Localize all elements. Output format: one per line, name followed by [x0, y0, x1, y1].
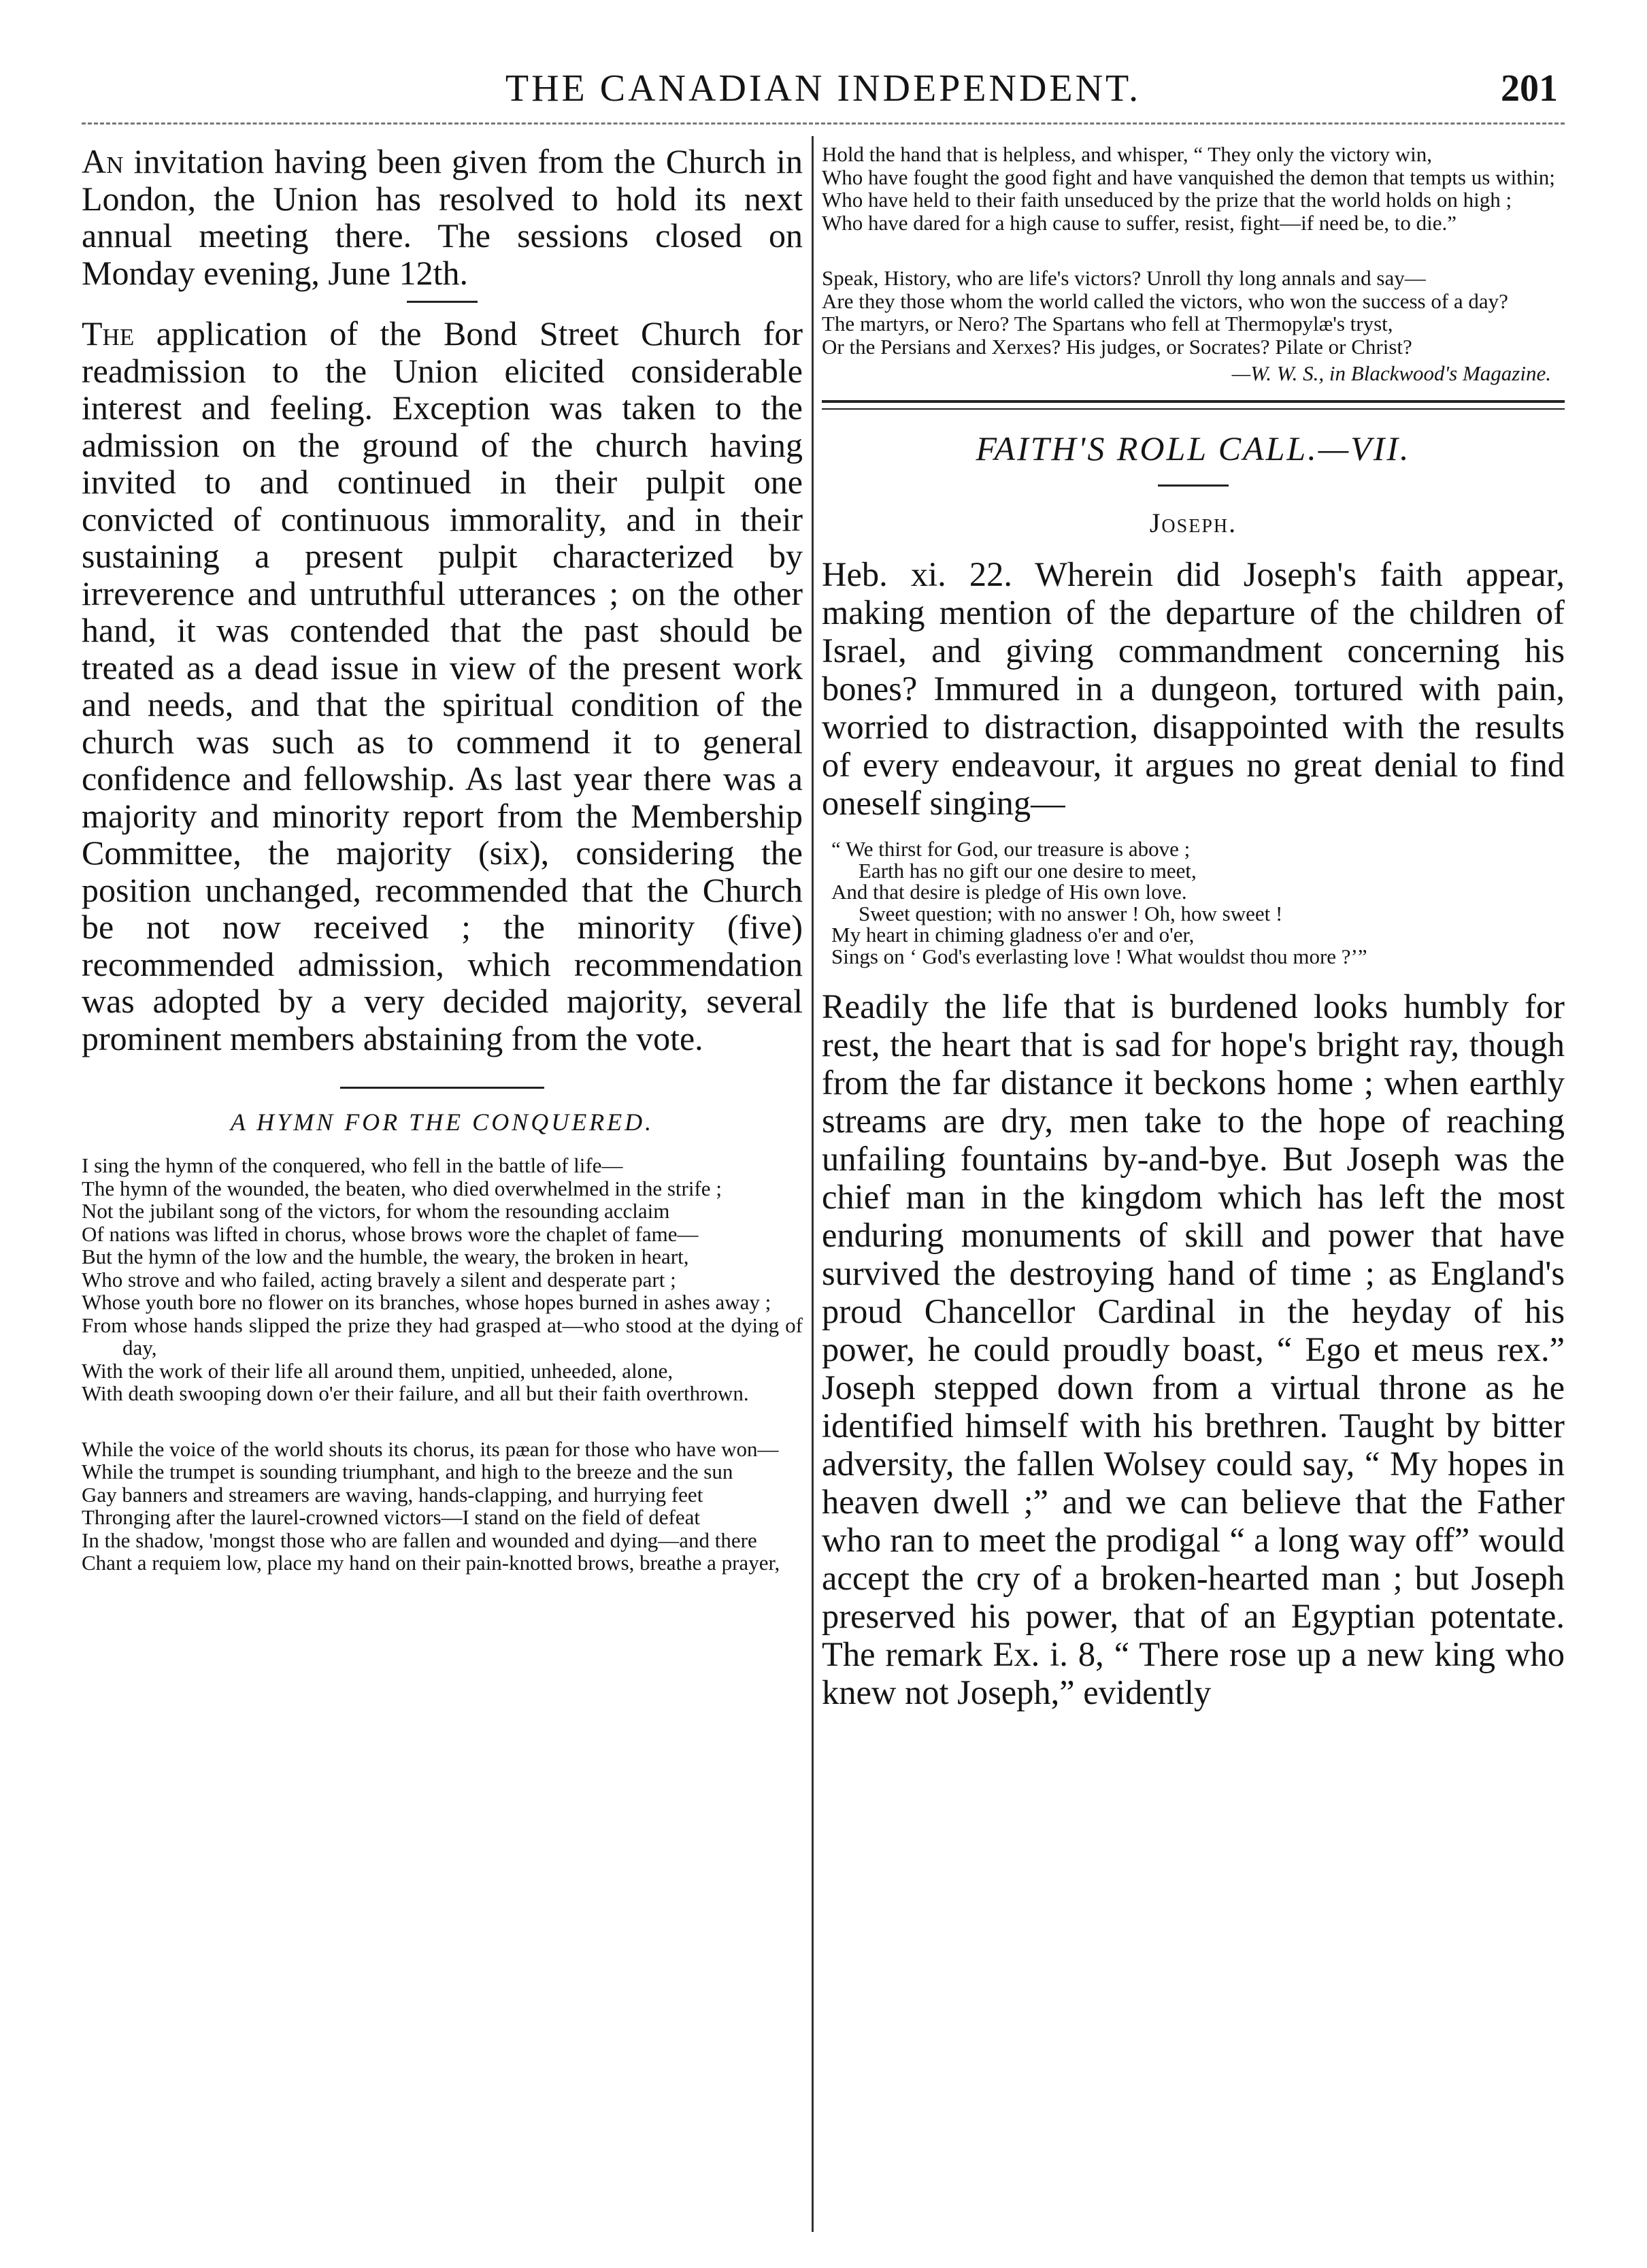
page-number: 201: [1501, 67, 1558, 110]
verse-line: While the voice of the world shouts its chorus, its pæan for those who have won—: [82, 1436, 779, 1461]
verse-line: Thronging after the laurel-crowned victors—I stand on the field of defeat: [82, 1505, 700, 1529]
verse-line: Who have held to their faith unseduced by the prize that the world holds on high ;: [822, 188, 1512, 212]
verse-line: Hold the hand that is helpless, and whisper, “ They only the victory win,: [822, 142, 1433, 166]
hymn-line: Sings on ‘ God's everlasting love ! What wouldst thou more ?’”: [831, 944, 1367, 968]
poem-stanza: [822, 143, 1565, 234]
verse-line: Who have fought the good fight and have vanquished the demon that tempts us within;: [822, 165, 1555, 189]
bond-street-paragraph: [82, 315, 803, 1057]
verse-line: Chant a requiem low, place my hand on their pain-knotted brows, breathe a prayer,: [82, 1551, 780, 1575]
stanza-gap: [82, 1405, 803, 1438]
verse-line: Gay banners and streamers are waving, hands-clapping, and hurrying feet: [82, 1482, 703, 1507]
verse-line: Or the Persians and Xerxes? His judges, or Socrates? Pilate or Christ?: [822, 334, 1412, 359]
hymn-line: Sweet question; with no answer ! Oh, how sweet !: [859, 901, 1283, 925]
verse-line: Are they those whom the world called the victors, who won the success of a day?: [822, 289, 1508, 313]
poem-attribution: —W. W. S., in Blackwood's Magazine.: [1231, 361, 1551, 385]
union-meeting-paragraph: [82, 143, 803, 291]
paragraph-lead: The: [82, 314, 135, 352]
verse-line: While the trumpet is sounding triumphant, and high to the breeze and the sun: [82, 1460, 733, 1483]
verse-line: Who have dared for a high cause to suffer, resist, fight—if need be, to die.”: [822, 210, 1457, 235]
running-header: [82, 61, 1565, 125]
verse-line: With the work of their life all around them, unpitied, unheeded, alone,: [82, 1358, 673, 1383]
verse-line: Who strove and who failed, acting bravely a silent and desperate part ;: [82, 1267, 676, 1292]
section-divider: [1158, 484, 1229, 487]
verse-line: The hymn of the wounded, the beaten, who died overwhelmed in the strife ;: [82, 1176, 722, 1200]
poem-divider: [340, 1087, 544, 1089]
joseph-body-paragraph: Readily the life that is burdened looks humbly for rest, the heart that is sad for hope's bright ray, though from the far distance it beckons home ; when earthly streams are dry, men take to the hope of reaching unfailing fountains by-and-bye. But Joseph was the chief man in the kingdom which has left the most enduring monuments of skill and power that have survived the destroying hand of time ; as England's proud Chancellor Cardinal in the heyday of his power, he could proudly boast, “ Ego et meus rex.” Joseph stepped down from a virtual throne as he identified himself with his brethren. Taught by bitter adversity, the fallen Wolsey could say, “ My hopes in heaven dwell ;” and we can believe that the Father who ran to meet the prodigal “ a long way off” would accept the cry of a broken-hearted man ; but Joseph preserved his power, that of an Egyptian potentate. The remark Ex. i. 8, “ There rose up a new king who knew not Joseph,” evidently: [822, 987, 1565, 1711]
paragraph-text: invitation having been given from the Church in London, the Union has resolved to hold its next annual meeting there. The sessions closed on Monday evening, June 12th.: [82, 142, 803, 292]
section-title: FAITH'S ROLL CALL.—VII.: [976, 429, 1411, 467]
verse-line: Not the jubilant song of the victors, for whom the resounding acclaim: [82, 1199, 670, 1223]
poem-title: A HYMN FOR THE CONQUERED.: [230, 1108, 654, 1136]
poem-stanza: [82, 1154, 803, 1405]
column-divider: [812, 136, 814, 2232]
hymn-line: “ We thirst for God, our treasure is above ;: [831, 837, 1191, 861]
quoted-hymn: [831, 838, 1565, 967]
section-divider: [407, 301, 478, 303]
verse-line: I sing the hymn of the conquered, who fell in the battle of life—: [82, 1153, 623, 1177]
verse-line: The martyrs, or Nero? The Spartans who fell at Thermopylæ's tryst,: [822, 312, 1393, 335]
verse-line: Whose youth bore no flower on its branches, whose hopes burned in ashes away ;: [82, 1290, 771, 1314]
hymn-line: And that desire is pledge of His own love.: [831, 880, 1187, 904]
right-column: [822, 143, 1565, 1711]
verse-line: From whose hands slipped the prize they had grasped at—who stood at the dying of day,: [82, 1313, 803, 1360]
poem-stanza: [822, 267, 1565, 358]
hymn-line: Earth has no gift our one desire to meet,: [859, 858, 1197, 883]
verse-line: With death swooping down o'er their failure, and all but their faith overthrown.: [82, 1381, 749, 1405]
journal-title: THE CANADIAN INDEPENDENT.: [505, 67, 1142, 110]
verse-line: Of nations was lifted in chorus, whose brows wore the chaplet of fame—: [82, 1221, 699, 1246]
stanza-gap: [822, 234, 1565, 267]
verse-line: But the hymn of the low and the humble, the weary, the broken in heart,: [82, 1245, 689, 1268]
section-subtitle: Joseph.: [1149, 508, 1237, 538]
verse-line: Speak, History, who are life's victors? Unroll thy long annals and say—: [822, 266, 1426, 290]
paragraph-lead: An: [82, 142, 124, 180]
left-column: [82, 143, 803, 1575]
poem-stanza: [82, 1438, 803, 1575]
double-rule-divider: [822, 400, 1565, 410]
verse-line: In the shadow, 'mongst those who are fallen and wounded and dying—and there: [82, 1528, 757, 1552]
paragraph-text: application of the Bond Street Church for readmission to the Union elicited considerable interest and feeling. Exception was taken to the admission on the ground of the church having invited to and continued in their pulpit one convicted of continuous immorality, and in their sustaining a present pulpit characterized by irreverence and untruthful utterances ; on the other hand, it was contended that the past should be treated as a dead issue in view of the present work and needs, and that the spiritual condition of the church was such as to commend it to general confidence and fellowship. As last year there was a majority and minority report from the Membership Committee, the majority (six), considering the position unchanged, recommended that the Church be not now received ; the minority (five) recommended admission, which recommendation was adopted by a very decided majority, several prominent members abstaining from the vote.: [82, 314, 803, 1057]
joseph-intro-paragraph: Heb. xi. 22. Wherein did Joseph's faith appear, making mention of the departure of the children of Israel, and giving commandment concerning his bones? Immured in a dungeon, tortured with pain, worried to distraction, disappointed with the results of every endeavour, it argues no great denial to find oneself singing—: [822, 555, 1565, 822]
hymn-line: My heart in chiming gladness o'er and o'er,: [831, 923, 1195, 947]
